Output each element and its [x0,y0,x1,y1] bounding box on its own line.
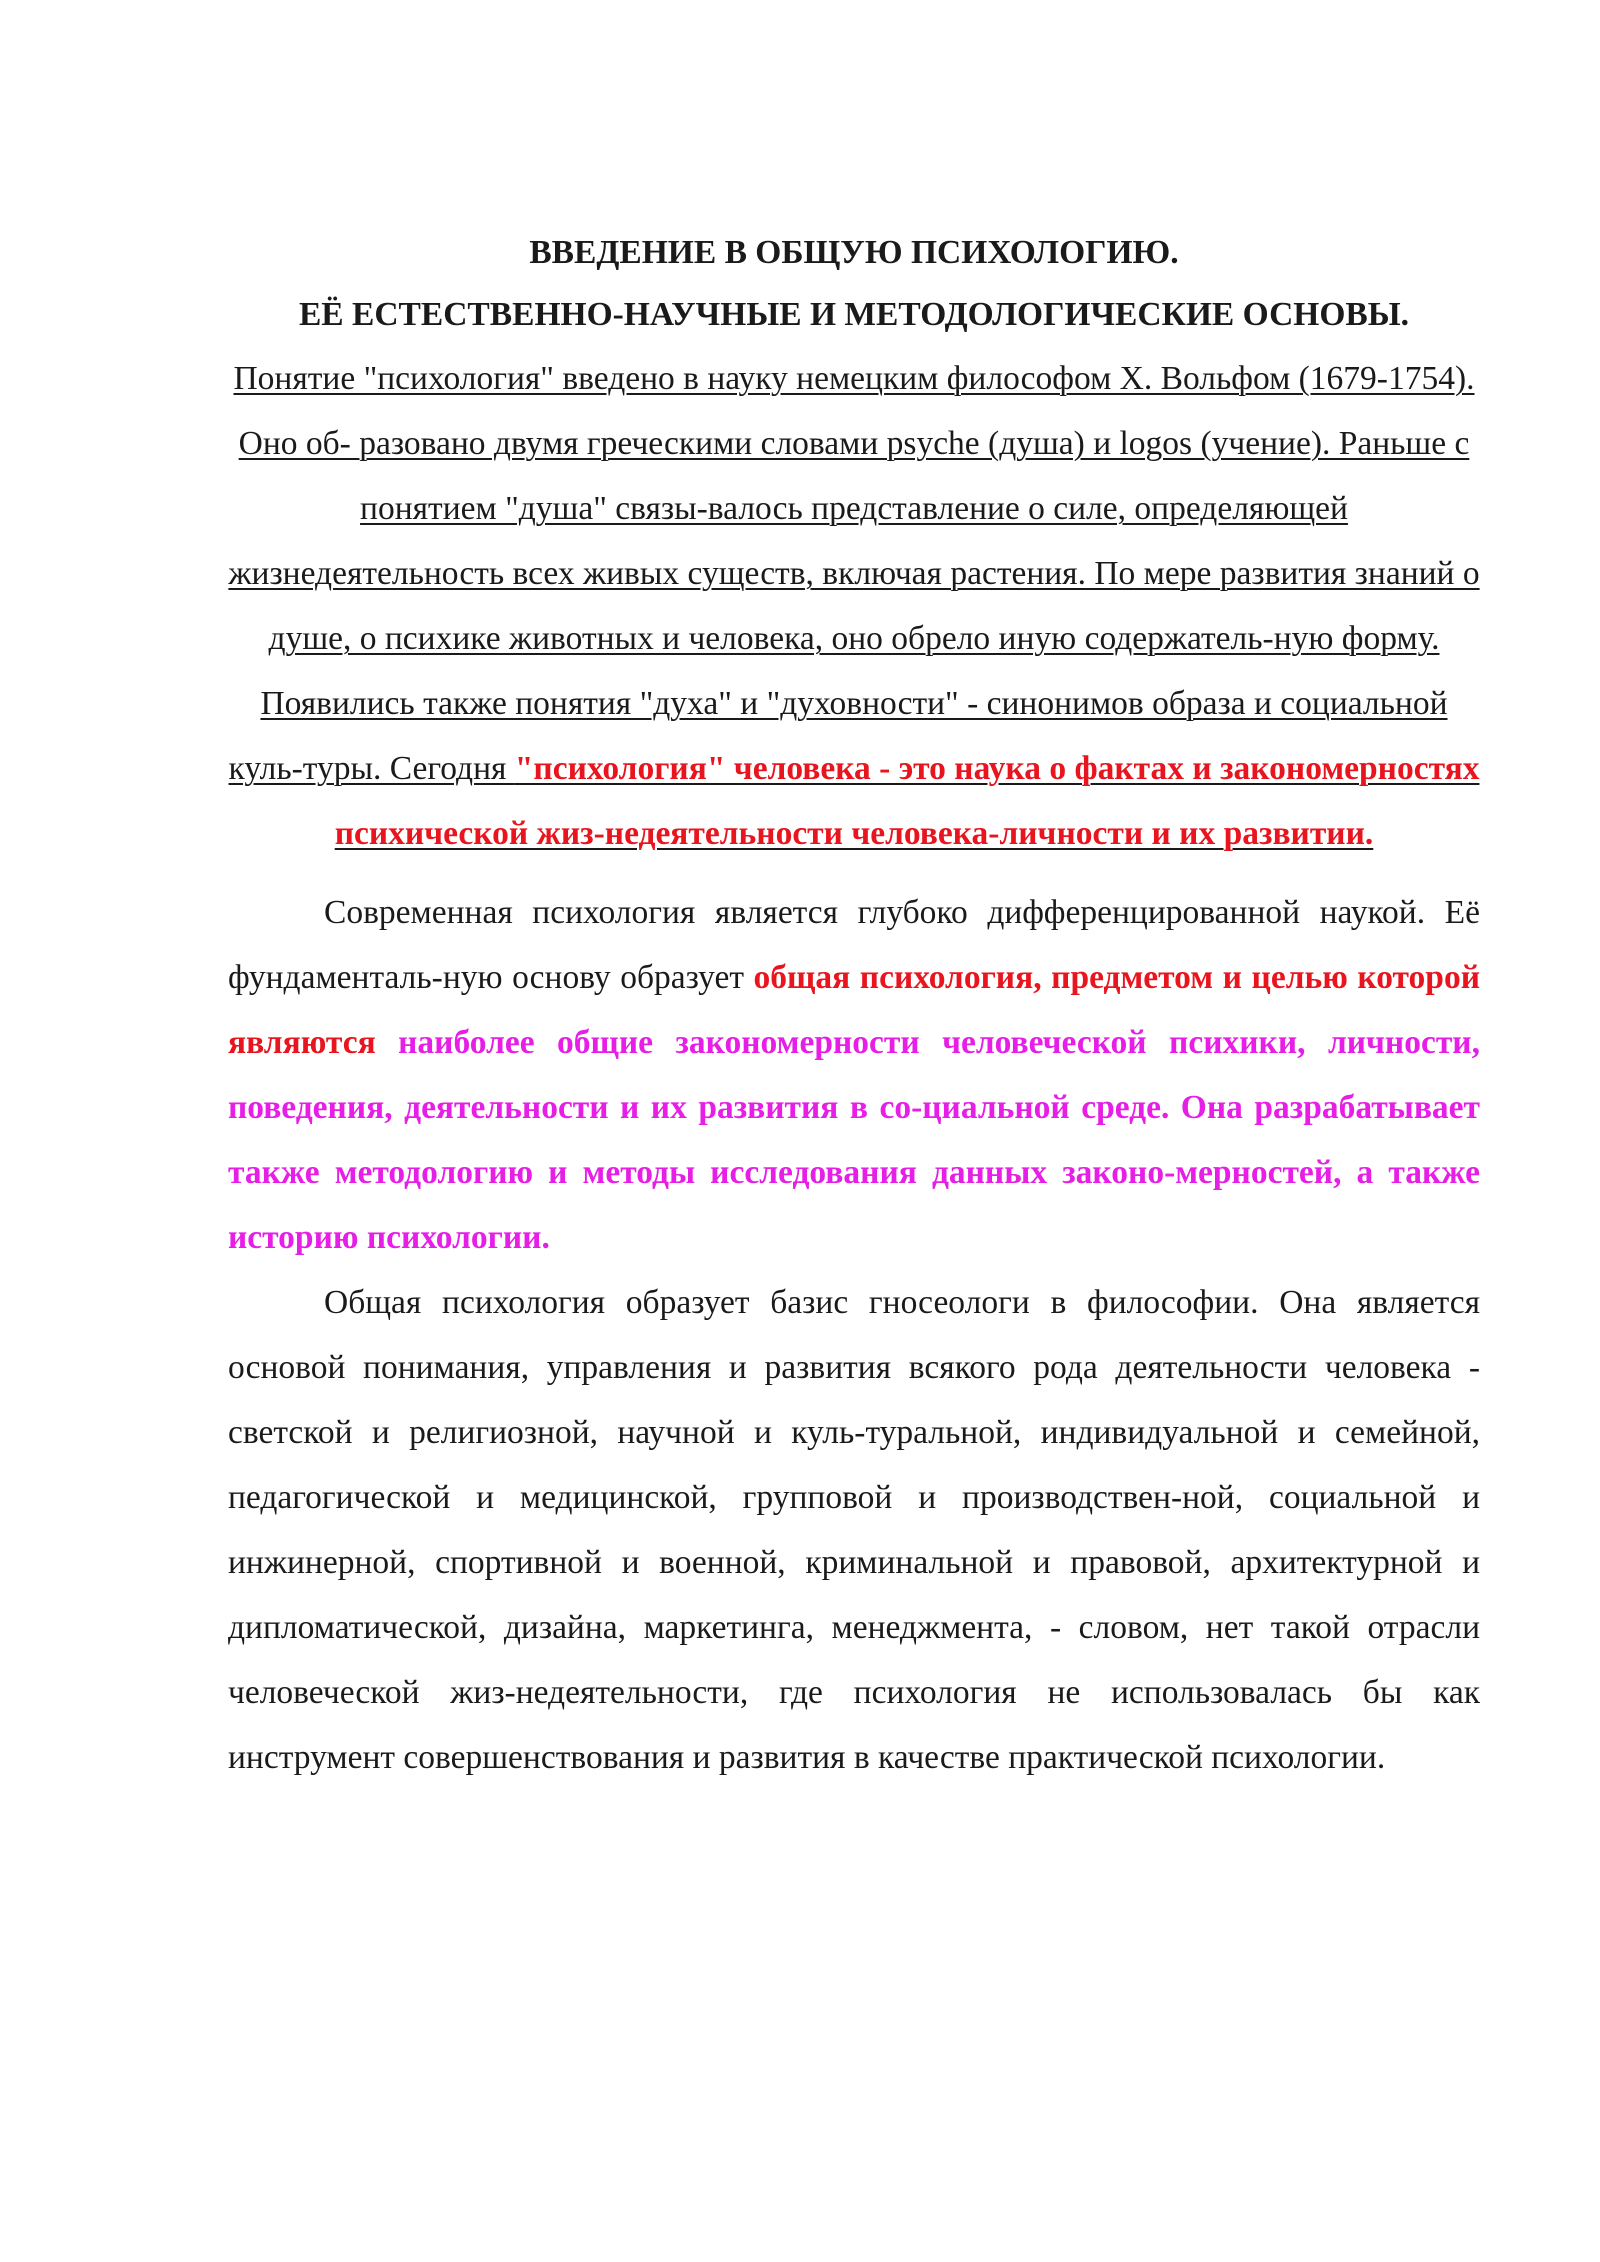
intro-paragraph [228,346,1480,866]
paragraph2-magenta-highlight: наиболее общие закономерности человеческой психики, личности, поведения, деятельности и их развития в со-циальной среде. Она разрабатывает также методологию и методы исследования данных законо-мерностей, а также историю психологии. [228,1024,1480,1256]
paragraph-general-psychology [228,880,1480,1270]
title-line-2: ЕЁ ЕСТЕСТВЕННО-НАУЧНЫЕ И МЕТОДОЛОГИЧЕСКИЕ ОСНОВЫ. [298,296,1410,333]
paragraph-gnoseology: Общая психология образует базис гносеологи в философии. Она является основой понимания, управления и развития всякого рода деятельности человека - светской и религиозной, научной и куль-туральной, индивидуальной и семейной, педагогической и медицинской, групповой и производствен-ной, социальной и инжинерной, спортивной и военной, криминальной и правовой, архитектурной и дипломатической, дизайна, маркетинга, менеджмента, - словом, нет такой отрасли человеческой жиз-недеятельности, где психология не использовалась бы как инструмент совершенствования и развития в качестве практической психологии. [228,1284,1480,1776]
paragraph2-red-highlight: общая психология, предметом и целью которой являются [228,959,1480,1061]
intro-definition-highlight: "психология" человека - это наука о фактах и закономерностях психической жиз-недеятельности человека-личности и их развитии. [334,750,1480,852]
intro-text: Понятие "психология" введено в науку немецким философом X. Вольфом (1679-1754). Оно об- разовано двумя греческими словами psyche (душа) и logos (учение). Раньше с понятием "душа" связы-валось представление о силе, определяющей жизнедеятельность всех живых существ, включая растения. По мере развития знаний о душе, о психике животных и человека, оно обрело иную содержатель-ную форму. Появились также понятия "духа" и "духовности" - синонимов образа и социальной куль-туры. Сегодня [228,360,1480,787]
title-line-1: ВВЕДЕНИЕ В ОБЩУЮ ПСИХОЛОГИЮ. [529,234,1179,271]
paragraph2-plain-text: Современная психология является глубоко дифференцированной наукой. Её фундаменталь-ную основу образует [228,894,1480,996]
document-body [228,222,1480,1790]
